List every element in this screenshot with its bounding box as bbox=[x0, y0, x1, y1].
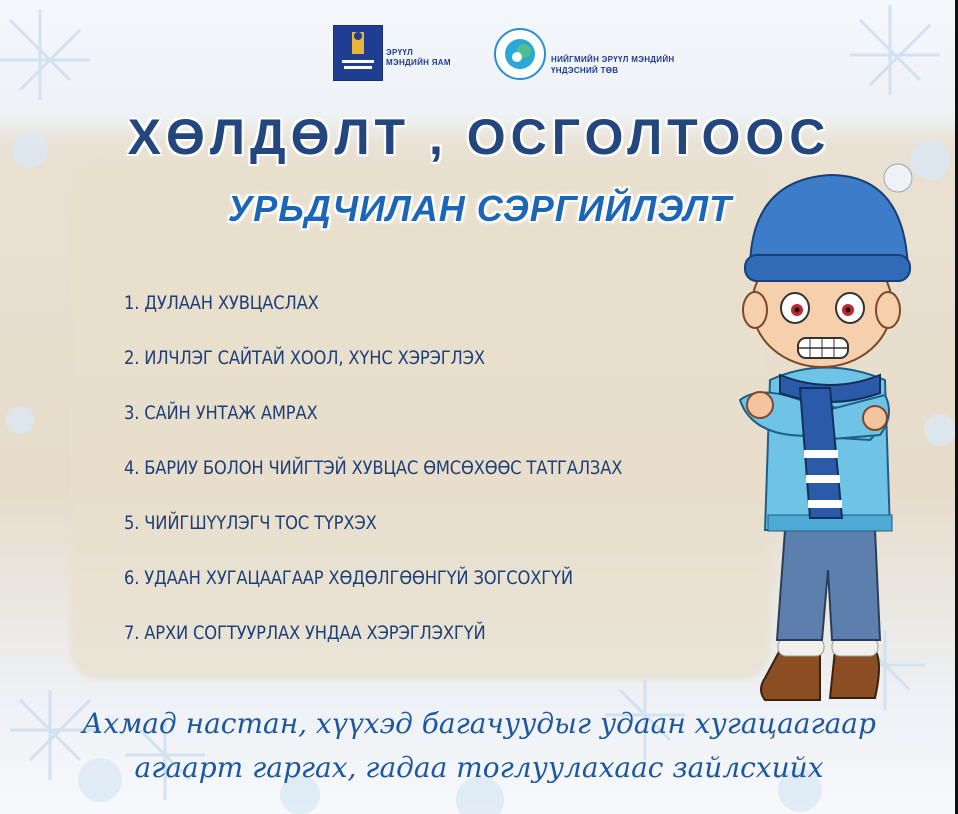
footer-line-2: агаарт гаргах, гадаа тоглуулахаас зайлсхийх bbox=[134, 751, 824, 784]
ncph-logo-icon bbox=[493, 27, 547, 81]
ministry-line-1: ЭРҮҮЛ bbox=[386, 48, 414, 57]
logos-bar bbox=[0, 22, 958, 82]
ministry-name bbox=[386, 48, 451, 68]
cold-boy-illustration bbox=[700, 160, 930, 720]
list-item: 1. ДУЛААН ХУВЦАСЛАХ bbox=[124, 292, 319, 314]
ncph-line-1: НИЙГМИЙН ЭРҮҮЛ МЭНДИЙН bbox=[551, 55, 675, 64]
list-item: 2. ИЛЧЛЭГ САЙТАЙ ХООЛ, ХҮНС ХЭРЭГЛЭХ bbox=[124, 347, 485, 369]
list-item: 5. ЧИЙГШҮҮЛЭГЧ ТОС ТҮРХЭХ bbox=[124, 512, 377, 534]
government-emblem-icon bbox=[333, 25, 383, 81]
page-subtitle: УРЬДЧИЛАН СЭРГИЙЛЭЛТ bbox=[227, 188, 733, 229]
ministry-line-2: МЭНДИЙН ЯАМ bbox=[386, 58, 451, 67]
page-title: ХӨЛДӨЛТ , ОСГОЛТООС bbox=[127, 109, 831, 165]
ncph-name bbox=[551, 54, 674, 76]
footer-message bbox=[0, 702, 958, 790]
list-item: 4. БАРИУ БОЛОН ЧИЙГТЭЙ ХУВЦАС ӨМСӨХӨӨС ТАТГАЛЗАХ bbox=[124, 457, 623, 479]
footer-line-1: Ахмад настан, хүүхэд багачуудыг удаан хугацаагаар bbox=[82, 707, 876, 740]
list-item: 3. САЙН УНТАЖ АМРАХ bbox=[124, 402, 318, 424]
ncph-line-2: ҮНДЭСНИЙ ТӨВ bbox=[551, 66, 619, 75]
list-item: 7. АРХИ СОГТУУРЛАХ УНДАА ХЭРЭГЛЭХГҮЙ bbox=[124, 622, 486, 644]
list-item: 6. УДААН ХУГАЦААГААР ХӨДӨЛГӨӨНГҮЙ ЗОГСОХГҮЙ bbox=[124, 567, 573, 589]
prevention-list bbox=[124, 292, 703, 677]
